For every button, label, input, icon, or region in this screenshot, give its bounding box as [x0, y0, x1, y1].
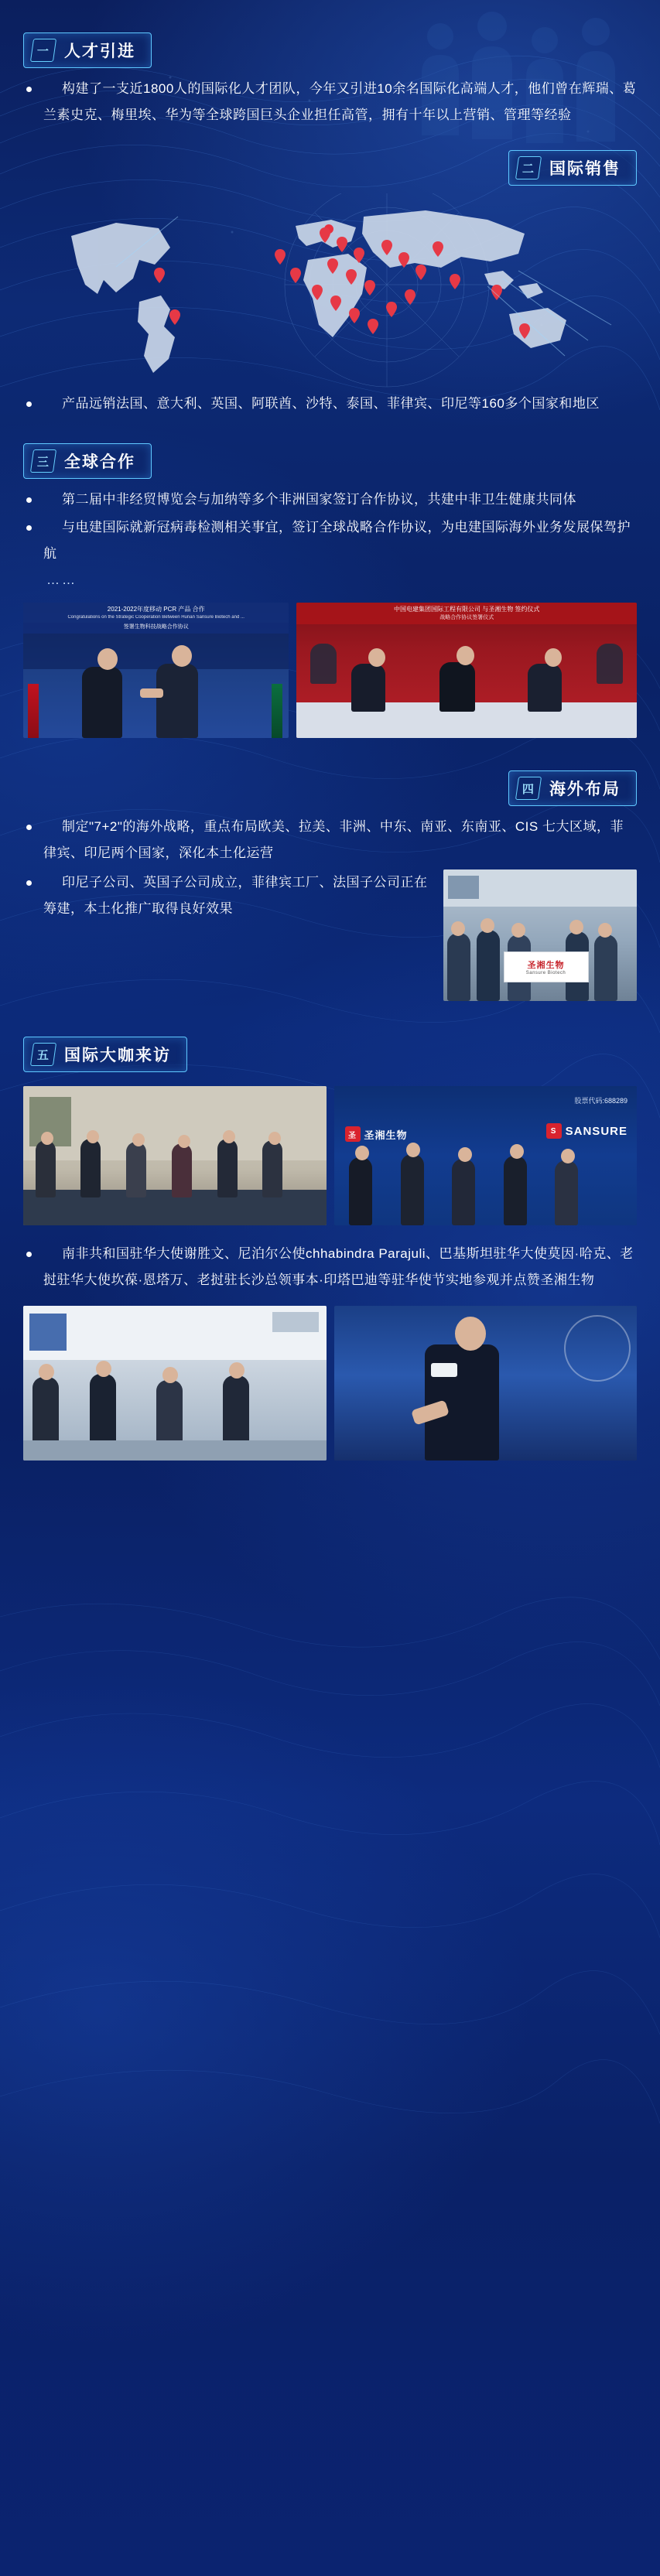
list-item: 与电建国际就新冠病毒检测相关事宜，签订全球战略合作协议，为电建国际海外业务发展保驾护航	[23, 514, 637, 567]
list-item: 印尼子公司、英国子公司成立，菲律宾工厂、法国子公司正在筹建，本土化推广取得良好效果	[23, 869, 433, 922]
sansure-logo-mark: 圣	[345, 1126, 361, 1142]
section-international-sales	[23, 150, 637, 417]
photo-caption-sub: 战略合作协议签署仪式	[439, 615, 494, 620]
section-title: 人才引进	[64, 43, 135, 60]
photo-caption	[296, 603, 637, 624]
overseas-text-column	[23, 869, 433, 924]
list-item: 制定"7+2"的海外战略，重点布局欧美、拉美、非洲、中东、南亚、东南亚、CIS 七大区域，菲律宾、印尼两个国家，深化本土化运营	[23, 814, 637, 866]
sales-bullet-list	[23, 391, 637, 417]
section-title: 全球合作	[64, 453, 135, 471]
photo-indonesia-team	[443, 869, 637, 1001]
section-number: 三	[37, 455, 50, 469]
brand-name-cn: 圣湘生物	[364, 1129, 408, 1141]
photo-caption-main: 中国电建集团国际工程有限公司 与圣湘生物 签约仪式	[393, 606, 540, 613]
photo-caption-sub: Congratulations on the Strategic Cooperation Between Hunan Sansure Biotech and ...	[67, 615, 245, 620]
sansure-logo-mark-en: S	[546, 1123, 562, 1139]
section-global-cooperation	[23, 443, 637, 738]
section-vip-visits	[23, 1037, 637, 1461]
list-item: 构建了一支近1800人的国际化人才团队，今年又引进10余名国际化高端人才，他们曾在辉瑞、葛兰素史克、梅里埃、华为等全球跨国巨头企业担任高管，拥有十年以上营销、管理等经验	[23, 76, 637, 128]
photo-scene	[23, 1306, 327, 1461]
photo-meeting-room	[23, 1086, 327, 1225]
photo-caption-sub2: 签署生物科技战略合作协议	[123, 624, 189, 630]
list-item: 第二届中非经贸博览会与加纳等多个非洲国家签订合作协议，共建中非卫生健康共同体	[23, 487, 637, 513]
ellipsis-text: ……	[46, 572, 77, 587]
section-title: 国际销售	[549, 160, 621, 178]
section-number: 四	[522, 782, 535, 796]
section-number-box	[30, 1043, 56, 1066]
section-heading-vip	[23, 1037, 637, 1072]
photo-scene	[443, 869, 637, 1001]
section-heading-cooperation	[23, 443, 637, 479]
photo-powerchina-signing	[296, 603, 637, 738]
section-pill	[23, 32, 152, 68]
photo-scene	[334, 1086, 638, 1225]
section-number-box	[515, 156, 542, 179]
photo-caption-main: 2021-2022年度移动 PCR 产品 合作	[107, 606, 205, 613]
list-item: 南非共和国驻华大使谢胜文、尼泊尔公使chhabindra Parajuli、巴基斯坦驻华大使莫因·哈克、老挝驻华大使坎葆·恩塔万、老挝驻长沙总领事本·印塔巴迪等驻华使节实地参观并点赞圣湘生物	[23, 1241, 637, 1293]
vip-photo-row-top	[23, 1086, 637, 1225]
section-title: 国际大咖来访	[64, 1047, 171, 1064]
stock-code-label: 股票代码:688289	[574, 1097, 628, 1105]
photo-ghana-signing	[23, 603, 289, 738]
section-talent	[23, 0, 637, 128]
list-item: 产品远销法国、意大利、英国、阿联酋、沙特、泰国、菲律宾、印尼等160多个国家和地区	[23, 391, 637, 417]
overseas-text-photo-row	[23, 869, 637, 1001]
section-number-box	[30, 39, 56, 62]
photo-logo-text: 圣湘生物	[527, 961, 565, 970]
section-pill	[23, 1037, 187, 1072]
section-pill	[23, 443, 152, 479]
section-overseas-layout	[23, 770, 637, 1001]
photo-caption	[23, 603, 289, 634]
vip-photo-row-bottom	[23, 1306, 637, 1461]
section-title: 海外布局	[549, 781, 621, 798]
wave-decoration-lower	[0, 1586, 660, 2127]
photo-scene	[334, 1306, 638, 1461]
section-number: 二	[522, 162, 535, 176]
section-number: 五	[37, 1048, 50, 1062]
section-heading-talent	[23, 32, 637, 68]
overseas-bullet-list-1	[23, 814, 637, 866]
brand-lockup-en	[546, 1123, 628, 1139]
overseas-bullet-list-2	[23, 869, 433, 922]
brand-name-en: SANSURE	[565, 1124, 628, 1138]
photo-logo-subtext: Sansure Biotech	[525, 971, 566, 975]
section-pill	[508, 150, 637, 186]
photo-exhibition-visit	[23, 1306, 327, 1461]
brand-lockup	[345, 1126, 408, 1142]
talent-bullet-list	[23, 76, 637, 128]
vip-bullet-list	[23, 1241, 637, 1293]
section-number-box	[515, 777, 542, 800]
cooperation-bullet-list	[23, 487, 637, 567]
cooperation-photo-row	[23, 603, 637, 738]
photo-scene	[23, 1086, 327, 1225]
section-heading-overseas	[23, 770, 637, 806]
section-pill	[508, 770, 637, 806]
section-heading-sales	[23, 150, 637, 186]
section-number: 一	[37, 44, 50, 58]
world-map-graphic	[23, 193, 637, 391]
overseas-photo-column	[443, 869, 637, 1001]
section-number-box	[30, 449, 56, 473]
photo-sansure-backdrop	[334, 1086, 638, 1225]
photo-speaker	[334, 1306, 638, 1461]
